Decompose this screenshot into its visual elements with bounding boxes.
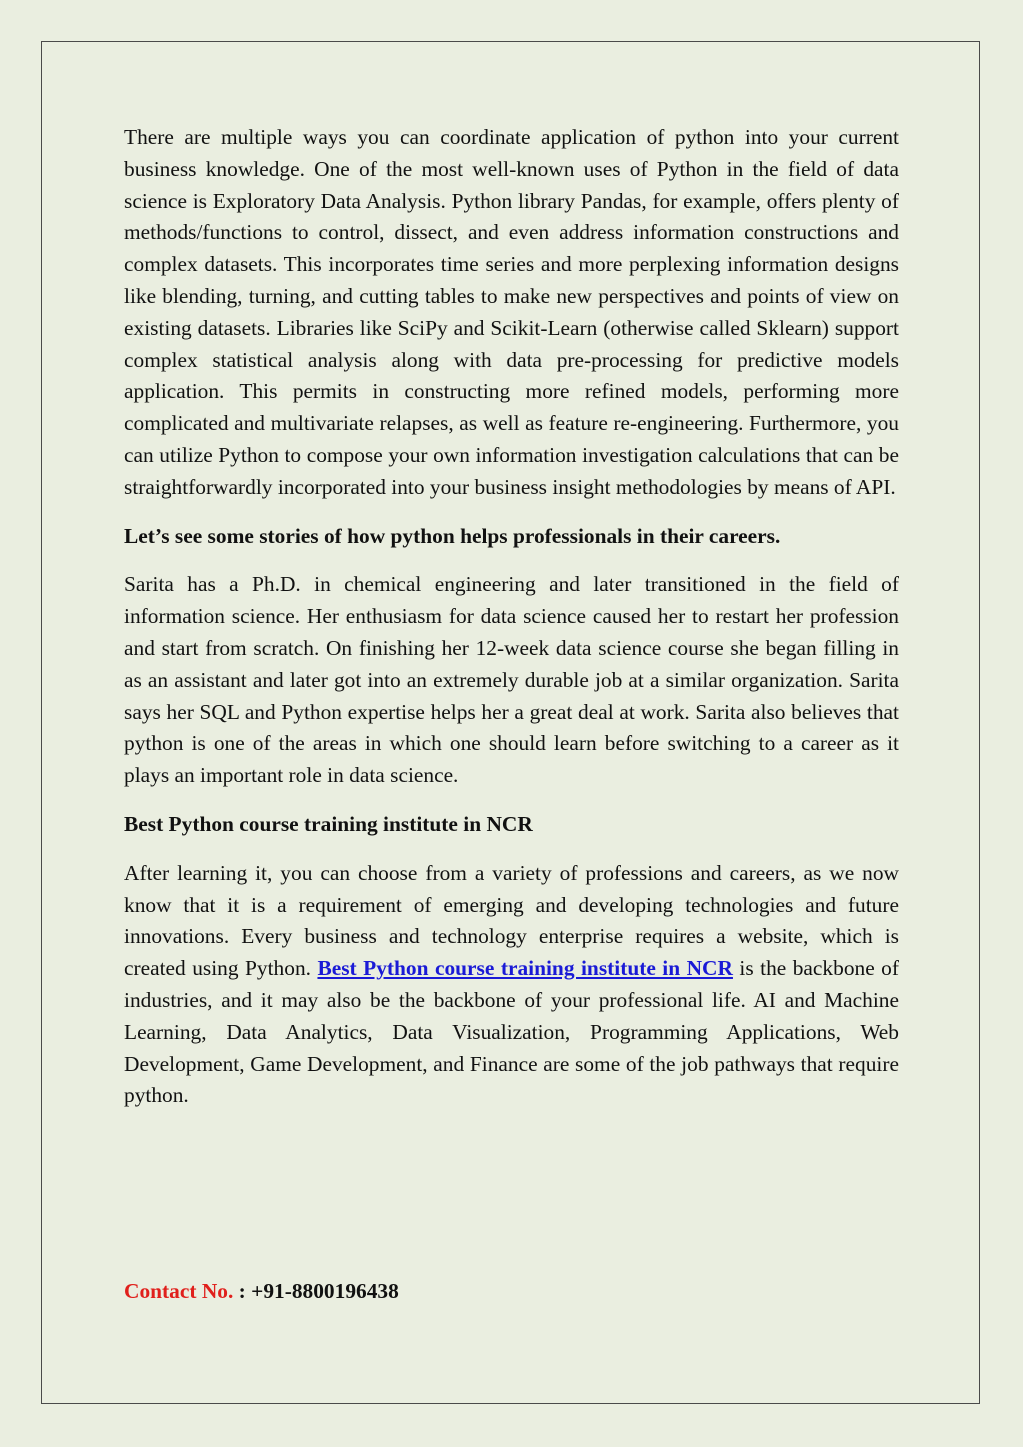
institute-heading: Best Python course training institute in NCR <box>124 811 533 836</box>
stories-heading: Let’s see some stories of how python helps professionals in their careers. <box>124 523 781 548</box>
sarita-story-paragraph: Sarita has a Ph.D. in chemical engineering and later transitioned in the field of information science. Her enthusiasm for data science caused her to restart her profession and start from scratch. On finishing her 12-week data science course she began filling in as an assistant and later got into an extremely durable job at a similar organization. Sarita says her SQL and Python expertise helps her a great deal at work. Sarita also believes that python is one of the areas in which one should learn before switching to a career as it plays an important role in data science. <box>124 572 899 788</box>
institute-link[interactable]: Best Python course training institute in NCR <box>317 956 733 981</box>
document-body <box>124 122 899 1112</box>
careers-text-end: is the backbone of industries, and it may also be the backbone of your professional life. AI and Machine Learning, Data Analytics, Data Visualization, Programming Applications, Web Development, Game Development, and Finance are some of the job pathways that require python. <box>124 956 899 1108</box>
contact-label: Contact No. <box>124 1279 234 1303</box>
spacer <box>124 841 899 858</box>
contact-line <box>124 1276 399 1308</box>
careers-paragraph <box>124 858 899 1112</box>
careers-text-start: After learning it, you can choose from a variety of professions and careers, as we now know that it is a requirement of emerging and developing technologies and future innovations. Every business and technology enterprise requires a website, which is created using Python. <box>124 860 899 981</box>
intro-paragraph: There are multiple ways you can coordinate application of python into your current business knowledge. One of the most well-known uses of Python in the field of data science is Exploratory Data Analysis. Python library Pandas, for example, offers plenty of methods/functions to control, dissect, and even address information constructions and complex datasets. This incorporates time series and more perplexing information designs like blending, turning, and cutting tables to make new perspectives and points of view on existing datasets. Libraries like SciPy and Scikit-Learn (otherwise called Sklearn) support complex statistical analysis along with data pre-processing for predictive models application. This permits in constructing more refined models, performing more complicated and multivariate relapses, as well as feature re-engineering. Furthermore, you can utilize Python to compose your own information investigation calculations that can be straightforwardly incorporated into your business insight methodologies by means of API. <box>124 125 899 499</box>
spacer <box>124 792 899 809</box>
spacer <box>124 552 899 569</box>
spacer <box>124 504 899 521</box>
contact-phone-number: : +91-8800196438 <box>233 1279 399 1303</box>
